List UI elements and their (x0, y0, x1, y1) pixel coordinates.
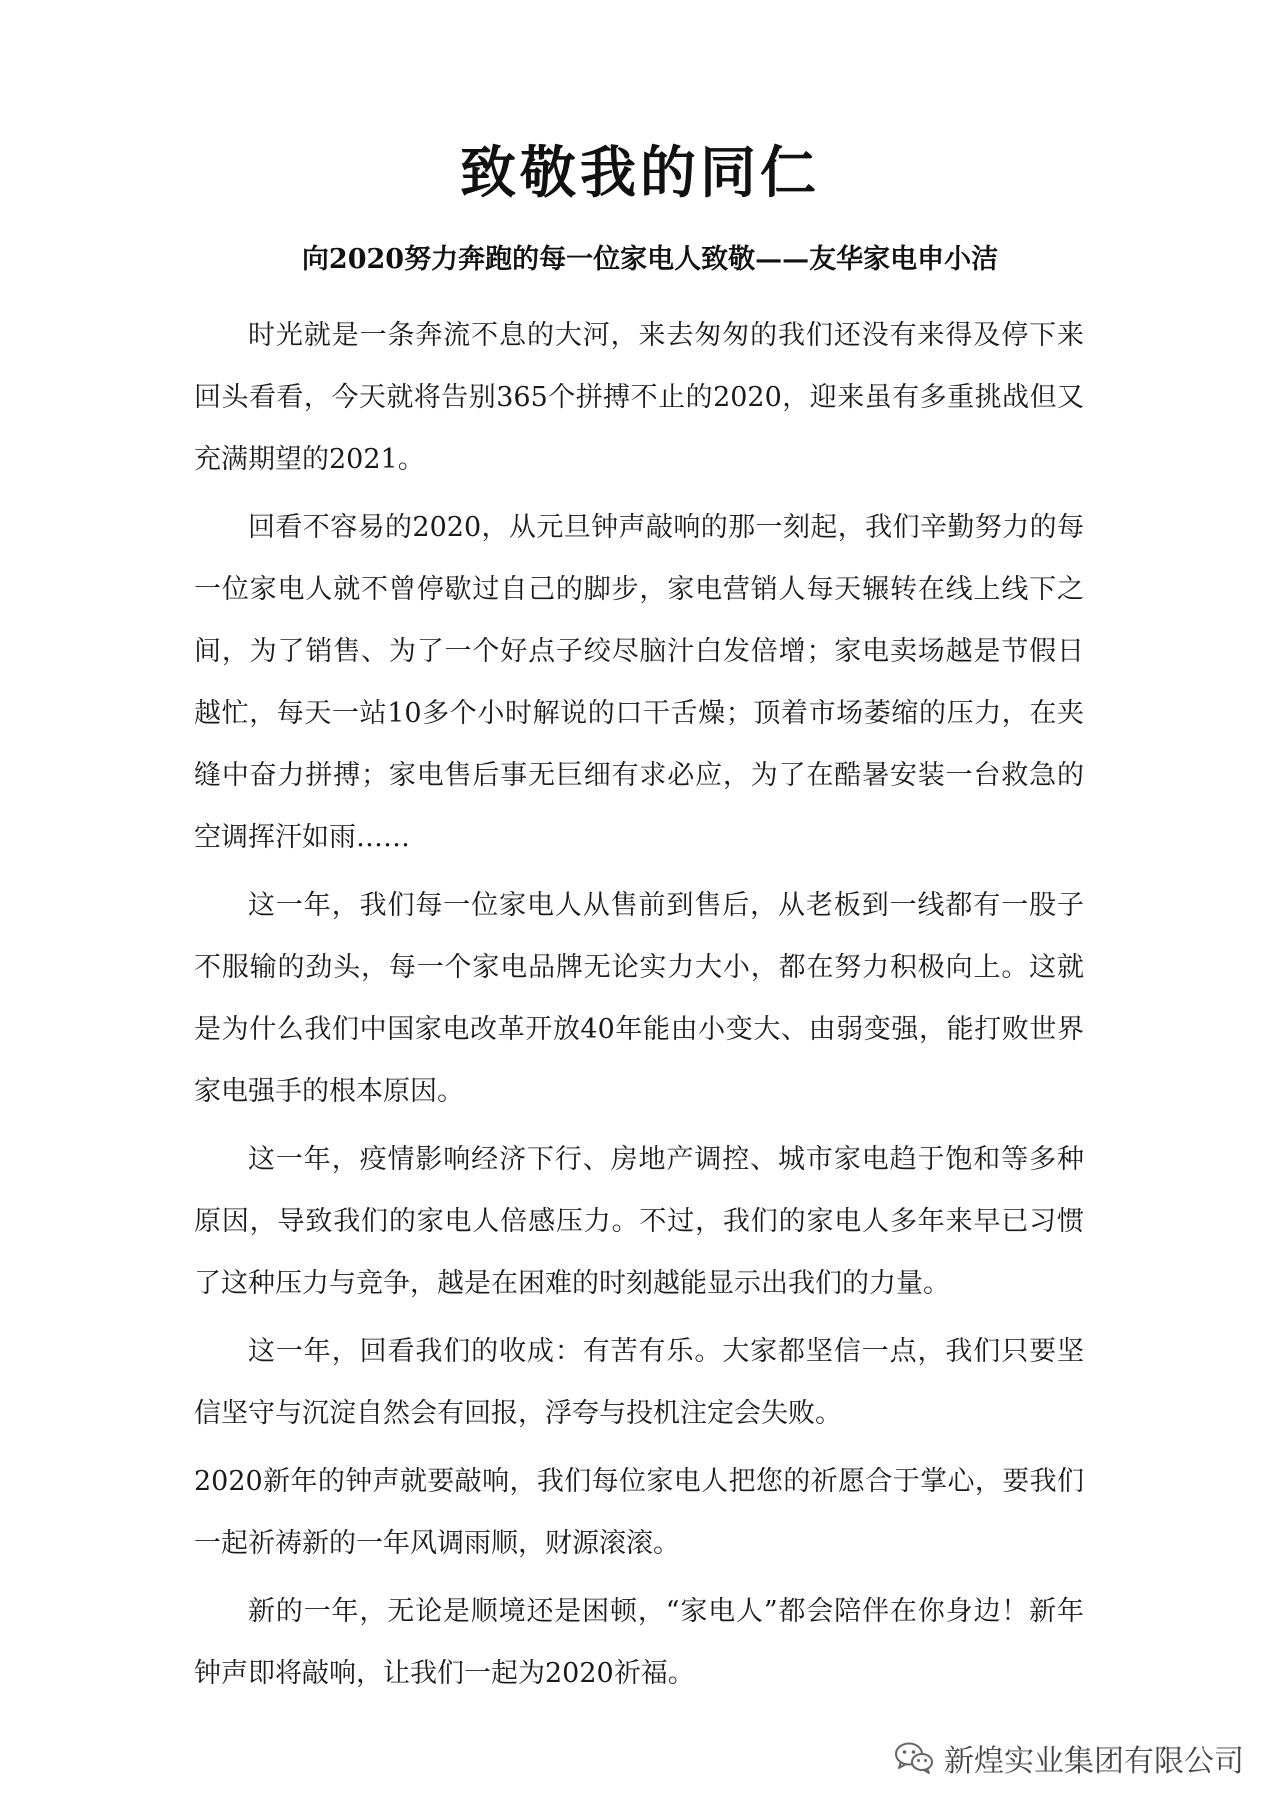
page-title: 致敬我的同仁 (460, 140, 820, 206)
paragraph-7: 新的一年，无论是顺境还是困顿，“家电人”都会陪伴在你身边！新年钟声即将敲响，让我们一起为2020祈福。 (194, 1596, 1084, 1689)
watermark (894, 1736, 1244, 1780)
paragraph-3: 这一年，我们每一位家电人从售前到售后，从老板到一线都有一股子不服输的劲头，每一个家电品牌无论实力大小，都在努力积极向上。这就是为什么我们中国家电改革开放40年能由小变大、由弱变强，能打败世界家电强手的根本原因。 (194, 890, 1084, 1107)
watermark-text: 新煌实业集团有限公司 (944, 1744, 1244, 1779)
wechat-icon (894, 1741, 934, 1775)
article-body (194, 305, 1084, 1705)
paragraph-2: 回看不容易的2020，从元旦钟声敲响的那一刻起，我们辛勤努力的每一位家电人就不曾停歇过自己的脚步，家电营销人每天辗转在线上线下之间，为了销售、为了一个好点子绞尽脑汁白发倍增；家电卖场越是节假日越忙，每天一站10多个小时解说的口干舌燥；顶着市场萎缩的压力，在夹缝中奋力拼搏；家电售后事无巨细有求必应，为了在酷暑安装一台救急的空调挥汗如雨…… (194, 512, 1084, 853)
paragraph-4: 这一年，疫情影响经济下行、房地产调控、城市家电趋于饱和等多种原因，导致我们的家电人倍感压力。不过，我们的家电人多年来早已习惯了这种压力与竞争，越是在困难的时刻越能显示出我们的力量。 (194, 1144, 1084, 1299)
page-subtitle: 向2020努力奔跑的每一位家电人致敬——友华家电申小洁 (301, 244, 999, 275)
paragraph-5: 这一年，回看我们的收成：有苦有乐。大家都坚信一点，我们只要坚信坚守与沉淀自然会有回报，浮夸与投机注定会失败。 (194, 1336, 1084, 1429)
paragraph-1: 时光就是一条奔流不息的大河，来去匆匆的我们还没有来得及停下来回头看看，今天就将告别365个拼搏不止的2020，迎来虽有多重挑战但又充满期望的2021。 (194, 320, 1084, 475)
paragraph-6: 2020新年的钟声就要敲响，我们每位家电人把您的祈愿合于掌心，要我们一起祈祷新的一年风调雨顺，财源滚滚。 (194, 1466, 1084, 1559)
